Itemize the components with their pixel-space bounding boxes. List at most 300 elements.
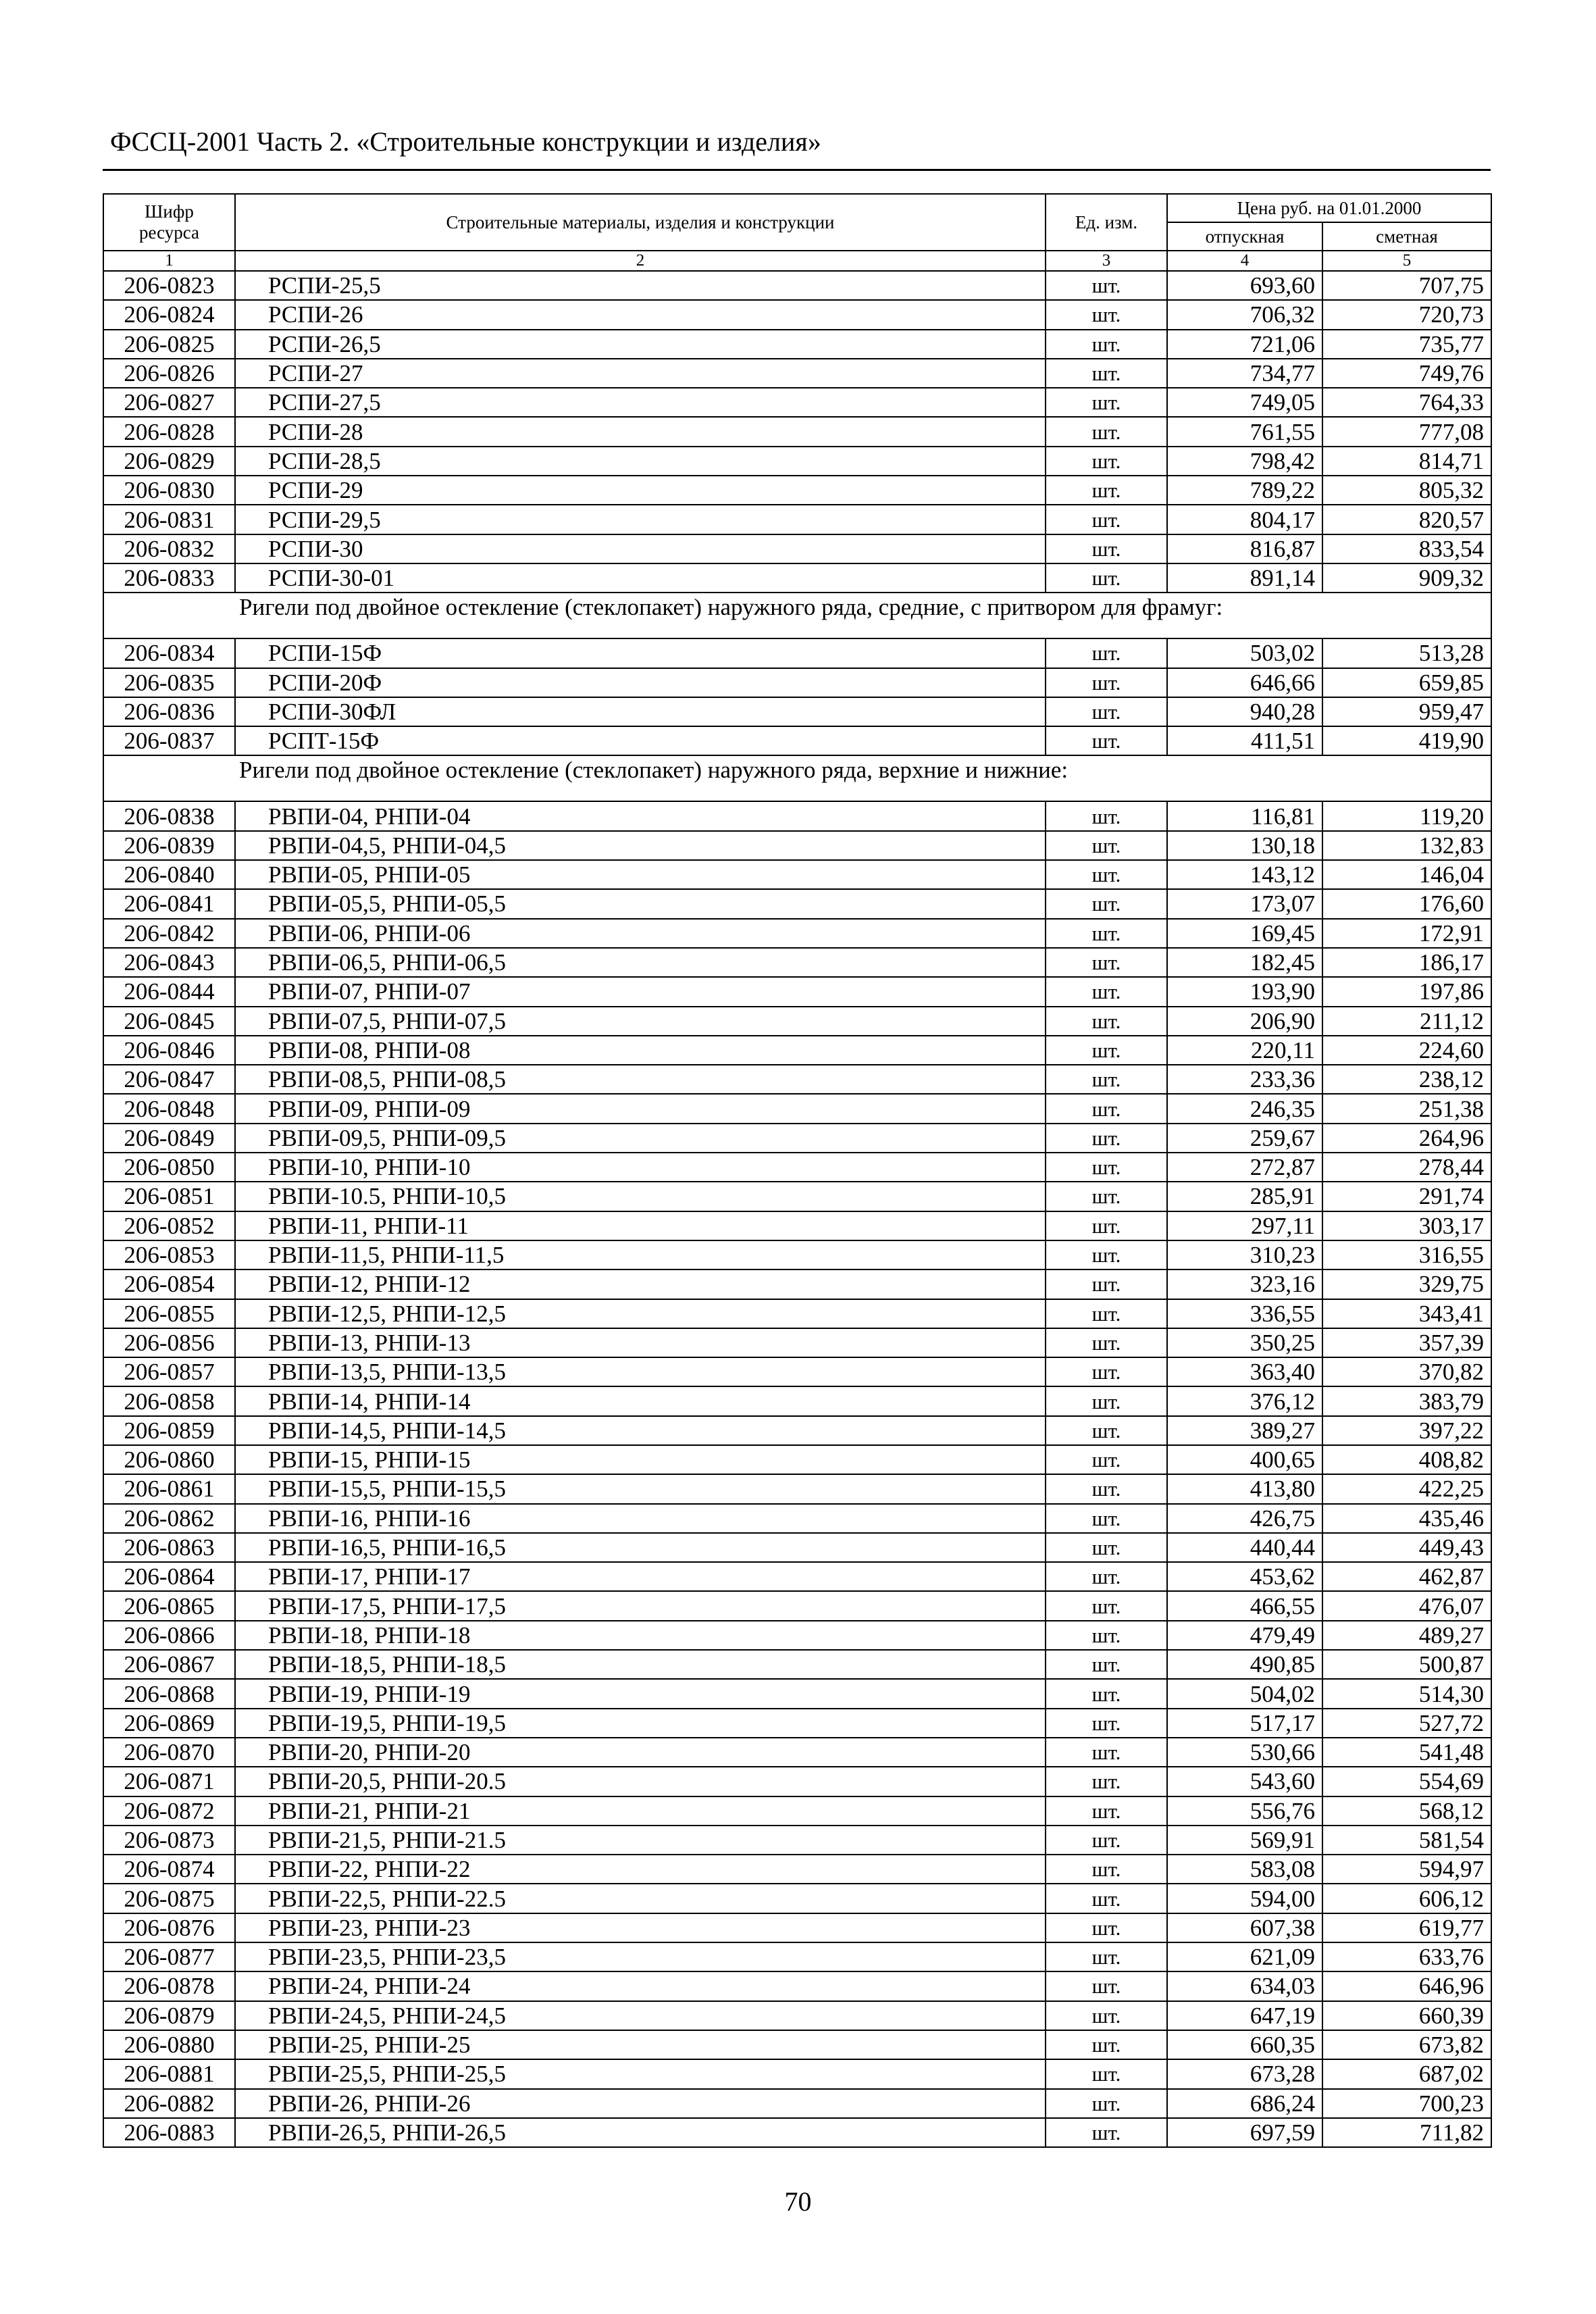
- cell-code: 206-0835: [103, 668, 235, 697]
- cell-name: РСПИ-26: [235, 300, 1046, 329]
- cell-unit: шт.: [1046, 1913, 1167, 1942]
- cell-name: РВПИ-12, РНПИ-12: [235, 1269, 1046, 1299]
- cell-estimate-price: 660,39: [1322, 2001, 1491, 2030]
- cell-unit: шт.: [1046, 860, 1167, 889]
- cell-name: РВПИ-23,5, РНПИ-23,5: [235, 1942, 1046, 1971]
- cell-name: РВПИ-06,5, РНПИ-06,5: [235, 948, 1046, 977]
- cell-release-price: 647,19: [1167, 2001, 1322, 2030]
- cell-release-price: 504,02: [1167, 1679, 1322, 1708]
- cell-release-price: 543,60: [1167, 1767, 1322, 1796]
- cell-estimate-price: 606,12: [1322, 1884, 1491, 1913]
- cell-name: РВПИ-21, РНПИ-21: [235, 1796, 1046, 1826]
- table-row: [103, 1621, 1491, 1650]
- table-row: [103, 2001, 1491, 2030]
- cell-name: РВПИ-12,5, РНПИ-12,5: [235, 1299, 1046, 1328]
- cell-release-price: 400,65: [1167, 1445, 1322, 1474]
- cell-unit: шт.: [1046, 1796, 1167, 1826]
- cell-name: РВПИ-07,5, РНПИ-07,5: [235, 1007, 1046, 1036]
- cell-unit: шт.: [1046, 919, 1167, 948]
- cell-release-price: 310,23: [1167, 1240, 1322, 1269]
- cell-name: РВПИ-13,5, РНПИ-13,5: [235, 1357, 1046, 1386]
- cell-estimate-price: 820,57: [1322, 505, 1491, 534]
- table-row: [103, 668, 1491, 697]
- col-header-release: отпускная: [1167, 222, 1322, 251]
- cell-estimate-price: 720,73: [1322, 300, 1491, 329]
- cell-estimate-price: 513,28: [1322, 638, 1491, 668]
- table-row: [103, 563, 1491, 593]
- cell-name: РВПИ-18,5, РНПИ-18,5: [235, 1650, 1046, 1679]
- table-row: [103, 1533, 1491, 1562]
- cell-release-price: 182,45: [1167, 948, 1322, 977]
- cell-release-price: 193,90: [1167, 977, 1322, 1006]
- cell-name: РВПИ-17, РНПИ-17: [235, 1562, 1046, 1591]
- cell-code: 206-0863: [103, 1533, 235, 1562]
- cell-unit: шт.: [1046, 2030, 1167, 2059]
- table-row: [103, 860, 1491, 889]
- cell-code: 206-0839: [103, 831, 235, 860]
- table-row: [103, 638, 1491, 668]
- cell-unit: шт.: [1046, 1504, 1167, 1533]
- cell-release-price: 426,75: [1167, 1504, 1322, 1533]
- table-row: [103, 1913, 1491, 1942]
- table-row: [103, 2089, 1491, 2118]
- cell-code: 206-0831: [103, 505, 235, 534]
- table-row: [103, 1767, 1491, 1796]
- cell-unit: шт.: [1046, 638, 1167, 668]
- cell-estimate-price: 527,72: [1322, 1709, 1491, 1738]
- section-row: [103, 755, 1491, 801]
- cell-code: 206-0850: [103, 1153, 235, 1182]
- cell-estimate-price: 119,20: [1322, 801, 1491, 830]
- cell-name: РВПИ-24, РНПИ-24: [235, 1971, 1046, 2001]
- cell-estimate-price: 711,82: [1322, 2118, 1491, 2147]
- cell-name: РВПИ-13, РНПИ-13: [235, 1328, 1046, 1357]
- cell-release-price: 940,28: [1167, 697, 1322, 726]
- cell-unit: шт.: [1046, 831, 1167, 860]
- table-row: [103, 476, 1491, 505]
- cell-unit: шт.: [1046, 388, 1167, 417]
- cell-release-price: 634,03: [1167, 1971, 1322, 2001]
- table-row: [103, 1269, 1491, 1299]
- cell-estimate-price: 146,04: [1322, 860, 1491, 889]
- cell-unit: шт.: [1046, 1036, 1167, 1065]
- column-number: 2: [235, 251, 1046, 271]
- cell-unit: шт.: [1046, 1240, 1167, 1269]
- cell-unit: шт.: [1046, 1065, 1167, 1094]
- cell-code: 206-0883: [103, 2118, 235, 2147]
- cell-code: 206-0858: [103, 1386, 235, 1415]
- cell-code: 206-0824: [103, 300, 235, 329]
- cell-release-price: 789,22: [1167, 476, 1322, 505]
- cell-estimate-price: 397,22: [1322, 1416, 1491, 1445]
- cell-unit: шт.: [1046, 2001, 1167, 2030]
- cell-name: РВПИ-07, РНПИ-07: [235, 977, 1046, 1006]
- table-row: [103, 1386, 1491, 1415]
- cell-release-price: 816,87: [1167, 534, 1322, 563]
- cell-unit: шт.: [1046, 2089, 1167, 2118]
- cell-name: РВПИ-10.5, РНПИ-10,5: [235, 1182, 1046, 1211]
- cell-release-price: 697,59: [1167, 2118, 1322, 2147]
- cell-estimate-price: 568,12: [1322, 1796, 1491, 1826]
- table-row: [103, 1036, 1491, 1065]
- cell-estimate-price: 370,82: [1322, 1357, 1491, 1386]
- cell-estimate-price: 343,41: [1322, 1299, 1491, 1328]
- cell-code: 206-0832: [103, 534, 235, 563]
- cell-code: 206-0852: [103, 1211, 235, 1240]
- col-header-name: Строительные материалы, изделия и конструкции: [235, 194, 1046, 251]
- cell-code: 206-0846: [103, 1036, 235, 1065]
- cell-release-price: 761,55: [1167, 417, 1322, 446]
- cell-code: 206-0840: [103, 860, 235, 889]
- table-row: [103, 300, 1491, 329]
- cell-release-price: 389,27: [1167, 1416, 1322, 1445]
- cell-unit: шт.: [1046, 1153, 1167, 1182]
- cell-estimate-price: 646,96: [1322, 1971, 1491, 2001]
- cell-name: РВПИ-05,5, РНПИ-05,5: [235, 889, 1046, 918]
- table-row: [103, 1299, 1491, 1328]
- cell-name: РВПИ-14,5, РНПИ-14,5: [235, 1416, 1046, 1445]
- table-row: [103, 1884, 1491, 1913]
- cell-code: 206-0865: [103, 1591, 235, 1620]
- cell-unit: шт.: [1046, 948, 1167, 977]
- cell-code: 206-0834: [103, 638, 235, 668]
- cell-release-price: 607,38: [1167, 1913, 1322, 1942]
- cell-estimate-price: 186,17: [1322, 948, 1491, 977]
- cell-estimate-price: 422,25: [1322, 1474, 1491, 1503]
- cell-name: РВПИ-15,5, РНПИ-15,5: [235, 1474, 1046, 1503]
- cell-release-price: 804,17: [1167, 505, 1322, 534]
- cell-unit: шт.: [1046, 1533, 1167, 1562]
- table-row: [103, 697, 1491, 726]
- cell-code: 206-0873: [103, 1826, 235, 1855]
- cell-release-price: 323,16: [1167, 1269, 1322, 1299]
- col-header-estimate: сметная: [1322, 222, 1491, 251]
- cell-release-price: 285,91: [1167, 1182, 1322, 1211]
- page-number: 70: [784, 2186, 812, 2217]
- cell-name: РСПИ-27,5: [235, 388, 1046, 417]
- cell-release-price: 116,81: [1167, 801, 1322, 830]
- cell-release-price: 693,60: [1167, 271, 1322, 300]
- cell-unit: шт.: [1046, 977, 1167, 1006]
- cell-release-price: 673,28: [1167, 2059, 1322, 2088]
- cell-name: РВПИ-20, РНПИ-20: [235, 1738, 1046, 1767]
- cell-code: 206-0827: [103, 388, 235, 417]
- table-row: [103, 948, 1491, 977]
- cell-estimate-price: 329,75: [1322, 1269, 1491, 1299]
- cell-code: 206-0848: [103, 1094, 235, 1123]
- table-row: [103, 447, 1491, 476]
- cell-unit: шт.: [1046, 2059, 1167, 2088]
- cell-code: 206-0871: [103, 1767, 235, 1796]
- cell-unit: шт.: [1046, 1094, 1167, 1123]
- cell-release-price: 503,02: [1167, 638, 1322, 668]
- cell-estimate-price: 316,55: [1322, 1240, 1491, 1269]
- cell-name: РВПИ-25, РНПИ-25: [235, 2030, 1046, 2059]
- cell-name: РВПИ-09, РНПИ-09: [235, 1094, 1046, 1123]
- table-row: [103, 1182, 1491, 1211]
- cell-release-price: 660,35: [1167, 2030, 1322, 2059]
- cell-estimate-price: 197,86: [1322, 977, 1491, 1006]
- cell-code: 206-0836: [103, 697, 235, 726]
- table-row: [103, 919, 1491, 948]
- cell-release-price: 466,55: [1167, 1591, 1322, 1620]
- cell-estimate-price: 462,87: [1322, 1562, 1491, 1591]
- cell-name: РВПИ-18, РНПИ-18: [235, 1621, 1046, 1650]
- cell-code: 206-0869: [103, 1709, 235, 1738]
- cell-unit: шт.: [1046, 1709, 1167, 1738]
- cell-release-price: 686,24: [1167, 2089, 1322, 2118]
- cell-unit: шт.: [1046, 1416, 1167, 1445]
- cell-code: 206-0881: [103, 2059, 235, 2088]
- cell-code: 206-0837: [103, 726, 235, 755]
- cell-name: РВПИ-09,5, РНПИ-09,5: [235, 1124, 1046, 1153]
- cell-code: 206-0874: [103, 1855, 235, 1884]
- cell-release-price: 706,32: [1167, 300, 1322, 329]
- cell-estimate-price: 700,23: [1322, 2089, 1491, 2118]
- cell-estimate-price: 383,79: [1322, 1386, 1491, 1415]
- cell-unit: шт.: [1046, 1269, 1167, 1299]
- cell-release-price: 173,07: [1167, 889, 1322, 918]
- cell-estimate-price: 673,82: [1322, 2030, 1491, 2059]
- cell-unit: шт.: [1046, 447, 1167, 476]
- table-row: [103, 1357, 1491, 1386]
- cell-name: РСПИ-15Ф: [235, 638, 1046, 668]
- cell-release-price: 169,45: [1167, 919, 1322, 948]
- table-row: [103, 1065, 1491, 1094]
- table-row: [103, 977, 1491, 1006]
- table-row: [103, 801, 1491, 830]
- cell-estimate-price: 132,83: [1322, 831, 1491, 860]
- cell-name: РВПИ-05, РНПИ-05: [235, 860, 1046, 889]
- cell-name: РВПИ-19, РНПИ-19: [235, 1679, 1046, 1708]
- cell-estimate-price: 264,96: [1322, 1124, 1491, 1153]
- cell-estimate-price: 489,27: [1322, 1621, 1491, 1650]
- table-row: [103, 726, 1491, 755]
- cell-release-price: 530,66: [1167, 1738, 1322, 1767]
- cell-estimate-price: 176,60: [1322, 889, 1491, 918]
- table-row: [103, 1738, 1491, 1767]
- cell-release-price: 721,06: [1167, 330, 1322, 359]
- cell-estimate-price: 172,91: [1322, 919, 1491, 948]
- table-row: [103, 1679, 1491, 1708]
- cell-unit: шт.: [1046, 1971, 1167, 2001]
- cell-release-price: 413,80: [1167, 1474, 1322, 1503]
- cell-release-price: 440,44: [1167, 1533, 1322, 1562]
- cell-unit: шт.: [1046, 1826, 1167, 1855]
- cell-code: 206-0851: [103, 1182, 235, 1211]
- cell-code: 206-0842: [103, 919, 235, 948]
- cell-estimate-price: 211,12: [1322, 1007, 1491, 1036]
- cell-estimate-price: 278,44: [1322, 1153, 1491, 1182]
- cell-estimate-price: 687,02: [1322, 2059, 1491, 2088]
- cell-release-price: 594,00: [1167, 1884, 1322, 1913]
- cell-unit: шт.: [1046, 1328, 1167, 1357]
- column-number: 4: [1167, 251, 1322, 271]
- cell-name: РВПИ-23, РНПИ-23: [235, 1913, 1046, 1942]
- cell-code: 206-0867: [103, 1650, 235, 1679]
- cell-code: 206-0870: [103, 1738, 235, 1767]
- cell-code: 206-0866: [103, 1621, 235, 1650]
- cell-code: 206-0826: [103, 359, 235, 388]
- cell-unit: шт.: [1046, 359, 1167, 388]
- cell-name: РВПИ-04, РНПИ-04: [235, 801, 1046, 830]
- cell-unit: шт.: [1046, 726, 1167, 755]
- cell-code: 206-0854: [103, 1269, 235, 1299]
- table-row: [103, 1971, 1491, 2001]
- cell-unit: шт.: [1046, 1942, 1167, 1971]
- cell-code: 206-0830: [103, 476, 235, 505]
- cell-estimate-price: 833,54: [1322, 534, 1491, 563]
- cell-estimate-price: 251,38: [1322, 1094, 1491, 1123]
- cell-unit: шт.: [1046, 1884, 1167, 1913]
- cell-unit: шт.: [1046, 1679, 1167, 1708]
- cell-estimate-price: 707,75: [1322, 271, 1491, 300]
- cell-estimate-price: 814,71: [1322, 447, 1491, 476]
- cell-code: 206-0853: [103, 1240, 235, 1269]
- cell-code: 206-0847: [103, 1065, 235, 1094]
- cell-estimate-price: 500,87: [1322, 1650, 1491, 1679]
- table-row: [103, 1445, 1491, 1474]
- table-row: [103, 1942, 1491, 1971]
- cell-estimate-price: 435,46: [1322, 1504, 1491, 1533]
- cell-code: 206-0875: [103, 1884, 235, 1913]
- cell-code: 206-0844: [103, 977, 235, 1006]
- cell-name: РВПИ-08,5, РНПИ-08,5: [235, 1065, 1046, 1094]
- cell-name: РСПИ-26,5: [235, 330, 1046, 359]
- col-header-unit: Ед. изм.: [1046, 194, 1167, 251]
- cell-release-price: 479,49: [1167, 1621, 1322, 1650]
- cell-release-price: 621,09: [1167, 1942, 1322, 1971]
- cell-name: РВПИ-26,5, РНПИ-26,5: [235, 2118, 1046, 2147]
- cell-code: 206-0882: [103, 2089, 235, 2118]
- cell-estimate-price: 805,32: [1322, 476, 1491, 505]
- cell-unit: шт.: [1046, 476, 1167, 505]
- cell-unit: шт.: [1046, 1767, 1167, 1796]
- cell-code: 206-0856: [103, 1328, 235, 1357]
- cell-name: РВПИ-11, РНПИ-11: [235, 1211, 1046, 1240]
- table-row: [103, 505, 1491, 534]
- section-row: [103, 593, 1491, 638]
- cell-unit: шт.: [1046, 801, 1167, 830]
- cell-code: 206-0868: [103, 1679, 235, 1708]
- page-header-title: ФССЦ-2001 Часть 2. «Строительные конструкции и изделия»: [110, 126, 821, 157]
- cell-code: 206-0879: [103, 2001, 235, 2030]
- cell-code: 206-0857: [103, 1357, 235, 1386]
- table-row: [103, 1094, 1491, 1123]
- cell-code: 206-0829: [103, 447, 235, 476]
- column-number: 3: [1046, 251, 1167, 271]
- cell-unit: шт.: [1046, 1474, 1167, 1503]
- table-row: [103, 1153, 1491, 1182]
- cell-estimate-price: 419,90: [1322, 726, 1491, 755]
- table-row: [103, 1709, 1491, 1738]
- cell-unit: шт.: [1046, 668, 1167, 697]
- cell-unit: шт.: [1046, 1650, 1167, 1679]
- table-body: [103, 271, 1491, 2147]
- cell-unit: шт.: [1046, 697, 1167, 726]
- cell-estimate-price: 303,17: [1322, 1211, 1491, 1240]
- table-row: [103, 1211, 1491, 1240]
- cell-release-price: 297,11: [1167, 1211, 1322, 1240]
- cell-unit: шт.: [1046, 563, 1167, 593]
- col-header-code: Шифр ресурса: [103, 194, 235, 251]
- table-row: [103, 889, 1491, 918]
- table-row: [103, 1328, 1491, 1357]
- cell-name: РСПИ-27: [235, 359, 1046, 388]
- table-row: [103, 1416, 1491, 1445]
- cell-estimate-price: 514,30: [1322, 1679, 1491, 1708]
- cell-name: РСПИ-25,5: [235, 271, 1046, 300]
- table-row: [103, 1474, 1491, 1503]
- table-row: [103, 1007, 1491, 1036]
- cell-name: РВПИ-06, РНПИ-06: [235, 919, 1046, 948]
- column-number: 1: [103, 251, 235, 271]
- table-row: [103, 359, 1491, 388]
- cell-release-price: 259,67: [1167, 1124, 1322, 1153]
- cell-name: РВПИ-22,5, РНПИ-22.5: [235, 1884, 1046, 1913]
- cell-release-price: 556,76: [1167, 1796, 1322, 1826]
- cell-unit: шт.: [1046, 271, 1167, 300]
- cell-unit: шт.: [1046, 1299, 1167, 1328]
- cell-name: РВПИ-15, РНПИ-15: [235, 1445, 1046, 1474]
- column-number-row: [103, 251, 1491, 271]
- cell-code: 206-0861: [103, 1474, 235, 1503]
- table-row: [103, 2030, 1491, 2059]
- cell-code: 206-0876: [103, 1913, 235, 1942]
- section-heading: Ригели под двойное остекление (стеклопакет) наружного ряда, средние, с притвором для фрамуг:: [103, 593, 1491, 638]
- cell-estimate-price: 659,85: [1322, 668, 1491, 697]
- cell-unit: шт.: [1046, 1007, 1167, 1036]
- cell-name: РСПИ-28,5: [235, 447, 1046, 476]
- table-row: [103, 1124, 1491, 1153]
- cell-unit: шт.: [1046, 534, 1167, 563]
- cell-release-price: 130,18: [1167, 831, 1322, 860]
- cell-release-price: 220,11: [1167, 1036, 1322, 1065]
- table-row: [103, 1650, 1491, 1679]
- cell-code: 206-0880: [103, 2030, 235, 2059]
- header-rule: [103, 169, 1491, 171]
- table-row: [103, 1591, 1491, 1620]
- cell-estimate-price: 238,12: [1322, 1065, 1491, 1094]
- cell-unit: шт.: [1046, 1621, 1167, 1650]
- cell-estimate-price: 633,76: [1322, 1942, 1491, 1971]
- cell-estimate-price: 594,97: [1322, 1855, 1491, 1884]
- cell-name: РВПИ-10, РНПИ-10: [235, 1153, 1046, 1182]
- cell-release-price: 517,17: [1167, 1709, 1322, 1738]
- table-header-row: [103, 194, 1491, 222]
- cell-code: 206-0860: [103, 1445, 235, 1474]
- cell-name: РВПИ-16,5, РНПИ-16,5: [235, 1533, 1046, 1562]
- cell-unit: шт.: [1046, 417, 1167, 446]
- table-row: [103, 1504, 1491, 1533]
- cell-name: РВПИ-20,5, РНПИ-20.5: [235, 1767, 1046, 1796]
- cell-release-price: 272,87: [1167, 1153, 1322, 1182]
- cell-unit: шт.: [1046, 889, 1167, 918]
- table-row: [103, 388, 1491, 417]
- cell-name: РВПИ-04,5, РНПИ-04,5: [235, 831, 1046, 860]
- cell-unit: шт.: [1046, 330, 1167, 359]
- cell-unit: шт.: [1046, 1855, 1167, 1884]
- table-row: [103, 2118, 1491, 2147]
- cell-release-price: 569,91: [1167, 1826, 1322, 1855]
- cell-estimate-price: 909,32: [1322, 563, 1491, 593]
- cell-estimate-price: 449,43: [1322, 1533, 1491, 1562]
- cell-code: 206-0843: [103, 948, 235, 977]
- table-row: [103, 1796, 1491, 1826]
- cell-unit: шт.: [1046, 1562, 1167, 1591]
- cell-release-price: 411,51: [1167, 726, 1322, 755]
- cell-name: РСПИ-28: [235, 417, 1046, 446]
